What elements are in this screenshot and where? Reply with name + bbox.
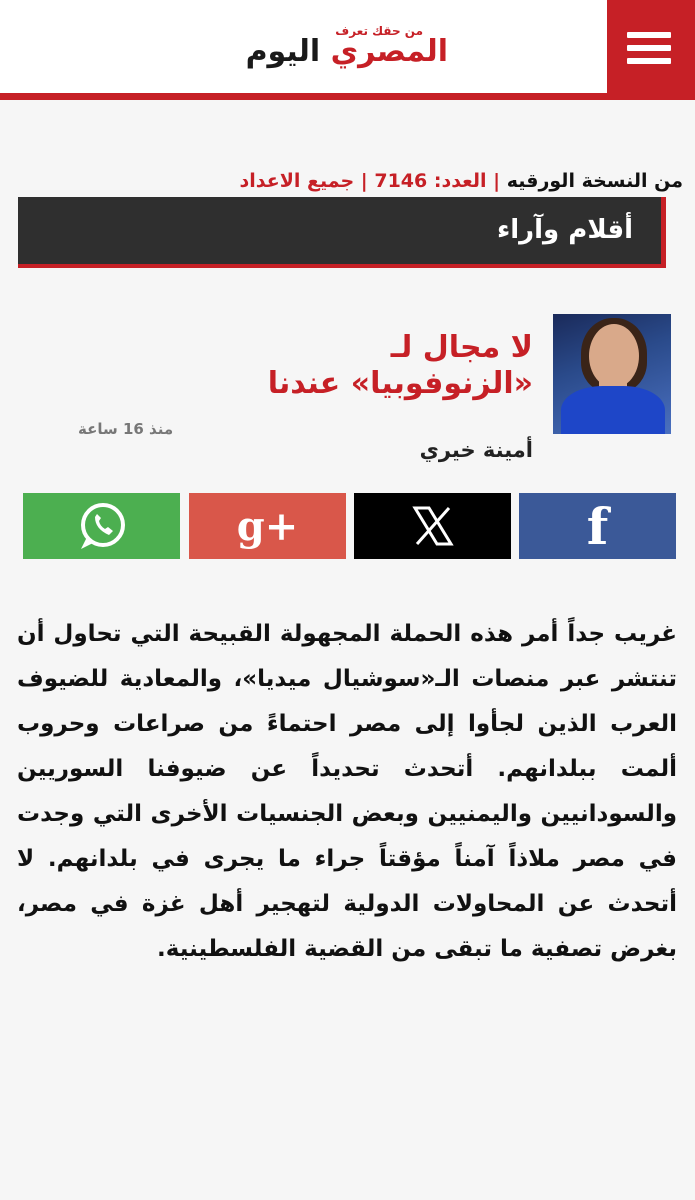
facebook-icon: f [586,496,609,556]
logo-tagline: من حقك تعرف [335,24,423,38]
issue-number: | العدد: 7146 | [360,170,501,192]
article-paragraph: غريب جداً أمر هذه الحملة المجهولة القبيحة التي تحاول أن تنتشر عبر منصات الـ«سوشيال ميديا»، والمعادية للضيوف العرب الذين لجأوا إلى مصر احتماءً من صراعات وحروب ألمت ببلدانهم. أتحدث تحديداً عن ضيوفنا السوريين والسودانيين واليمنيين وبعض الجنسيات الأخرى التي وجدت في مصر ملاذاً آمناً مؤقتاً جراء ما يجرى في بلدانهم. لا أتحدث عن المحاولات الدولية لتهجير أهل غزة في مصر، بغرض تصفية ما تبقى من القضية الفلسطينية. [17,621,677,962]
google-plus-icon: g+ [236,502,299,550]
article-title [213,330,533,402]
article-title-line-1: لا مجال لـ [390,330,533,365]
logo-wordmark [246,34,448,69]
article-time: منذ 16 ساعة [78,420,174,438]
author-photo [553,314,671,434]
section-bar[interactable] [18,197,666,268]
logo-part-2: اليوم [245,34,321,69]
author-dress [561,386,665,434]
share-google-plus-button[interactable] [189,493,346,559]
site-logo[interactable] [245,20,448,76]
menu-icon-bar [627,58,671,64]
menu-icon-bar [627,45,671,51]
share-whatsapp-button[interactable] [23,493,180,559]
whatsapp-icon [75,499,129,553]
share-bar [22,493,676,559]
x-icon [411,504,455,548]
menu-icon-bar [627,32,671,38]
article-body [17,612,677,972]
header-divider [0,93,695,100]
share-x-button[interactable] [354,493,511,559]
site-header [0,0,695,96]
menu-button[interactable] [607,0,695,95]
all-issues-link[interactable]: جميع الاعداد [239,170,355,192]
logo-part-1: المصري [330,34,448,69]
share-facebook-button[interactable] [519,493,676,559]
section-title: أقلام وآراء [496,215,633,245]
issue-info [239,170,683,192]
article-title-line-2: «الزنوفوبيا» عندنا [267,366,533,401]
issue-prefix: من النسخة الورقيه [506,170,683,192]
author-name[interactable]: أمينة خيري [419,438,533,462]
